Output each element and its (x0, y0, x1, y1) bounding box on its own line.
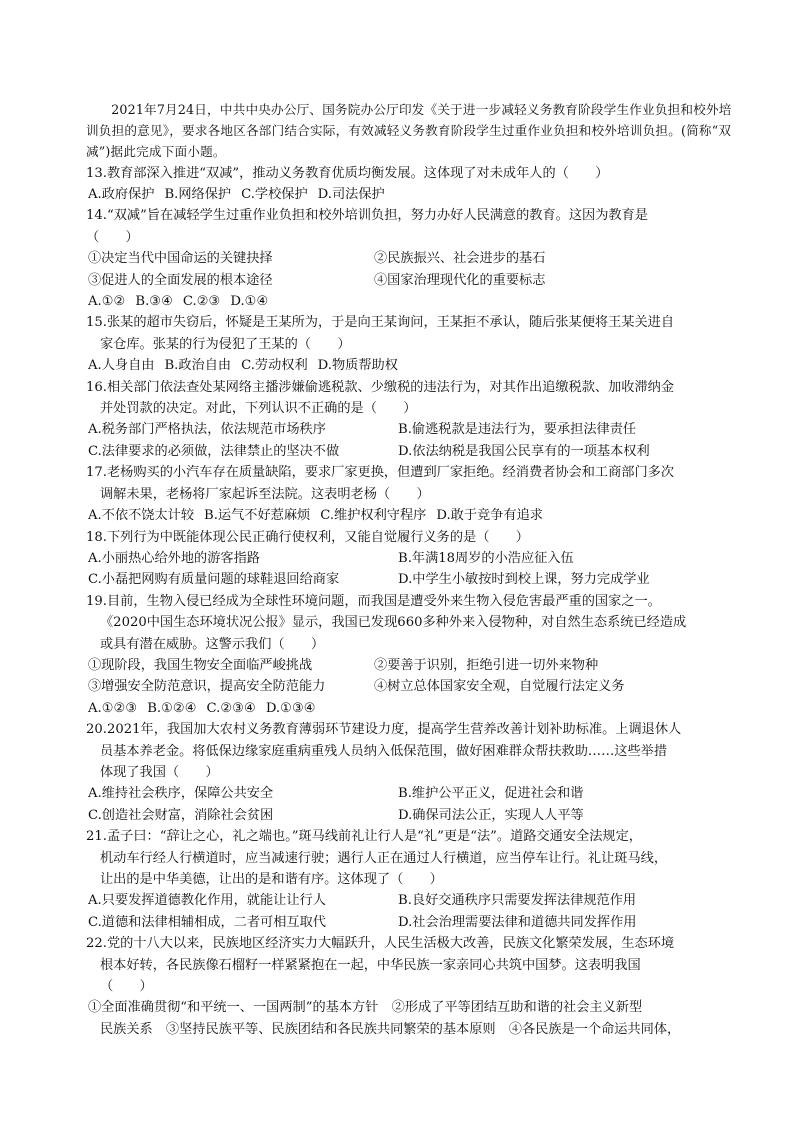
question-stem-continued: 机动车行经人行横道时，应当减速行驶；遇行人正在通过人行横道，应当停车让行。礼让斑马线， (100, 850, 668, 866)
option-c[interactable]: C.②③ (182, 294, 221, 310)
option-b[interactable]: B.年满18周岁的小浩应征入伍 (398, 550, 574, 566)
option-d[interactable]: D.中学生小敏按时到校上课，努力完成学业 (398, 572, 650, 588)
option-a[interactable]: A.不依不饶太计较 (88, 508, 195, 524)
question-22 (86, 933, 738, 1040)
statement-list-continued: 民族关系 ③坚持民族平等、民族团结和各民族共同繁荣的基本原则 ④各民族是一个命运共同体， (100, 1021, 681, 1037)
option-d[interactable]: D.司法保护 (317, 187, 385, 203)
statement-2: ②要善于识别，拒绝引进一切外来物种 (374, 657, 599, 673)
option-a[interactable]: A.政府保护 (88, 187, 155, 203)
question-16 (86, 377, 738, 463)
option-b[interactable]: B.①②④ (147, 700, 197, 716)
question-15 (86, 312, 738, 376)
question-stem-continued: （ ） (86, 229, 139, 245)
question-stem: 19.目前，生物入侵已经成为全球性环境问题，而我国是遭受外来生物入侵危害最严重的国家之一。 (86, 593, 661, 609)
option-list (86, 505, 738, 526)
option-list (86, 419, 738, 462)
option-b[interactable]: B.良好交通秩序只需要发挥法律规范作用 (398, 893, 637, 909)
option-c[interactable]: C.道德和法律相辅相成，二者可相互取代 (88, 914, 326, 930)
option-d[interactable]: D.敢于竞争有追求 (436, 508, 543, 524)
question-stem-continued: （ ） (100, 979, 153, 995)
statement-list (86, 655, 738, 698)
option-c[interactable]: C.②③④ (206, 700, 256, 716)
option-c[interactable]: C.维护权利守程序 (320, 508, 427, 524)
question-17 (86, 462, 738, 526)
option-b[interactable]: B.③④ (135, 294, 173, 310)
option-b[interactable]: B.政治自由 (164, 358, 232, 374)
question-stem-continued: 让出的是中华美德，让出的是和谐有序。这体现了（ ） (100, 872, 443, 888)
option-b[interactable]: B.偷逃税款是违法行为，要承担法律责任 (398, 422, 637, 438)
option-c[interactable]: C.学校保护 (241, 187, 308, 203)
question-21 (86, 826, 738, 933)
statement-1: ①决定当代中国命运的关键抉择 (88, 251, 273, 267)
option-d[interactable]: D.社会治理需要法律和道德共同发挥作用 (398, 914, 637, 930)
option-d[interactable]: D.物质帮助权 (317, 358, 398, 374)
question-stem: 15.张某的超市失窃后，怀疑是王某所为，于是向王某询问，王某拒不承认，随后张某便将王某关进自 (86, 315, 675, 331)
question-stem: 22.党的十八大以来，民族地区经济实力大幅跃升，人民生活极大改善，民族文化繁荣发展，生态环境 (86, 936, 675, 952)
question-14 (86, 205, 738, 312)
intro-passage: 2021年7月24日，中共中央办公厅、国务院办公厅印发《关于进一步减轻义务教育阶段学生作业负担和校外培训负担的意见》，要求各地区各部门结合实际，有效减轻义务教育阶段学生过重作业负担和校外培训负担。(简称“双减”)据此完成下面小题。 (86, 102, 732, 160)
option-d[interactable]: D.①④ (230, 294, 269, 310)
option-b[interactable]: B.维护公平正义，促进社会和谐 (398, 786, 584, 802)
option-list (86, 698, 738, 719)
option-list (86, 291, 738, 312)
statement-4: ④树立总体国家安全观，自觉履行法定义务 (374, 679, 625, 695)
question-stem-continued: 家仓库。张某的行为侵犯了王某的（ ） (100, 336, 351, 352)
option-list (86, 355, 738, 376)
option-b[interactable]: B.运气不好惹麻烦 (204, 508, 311, 524)
question-stem: 13.教育部深入推进“双减”，推动义务教育优质均衡发展。这体现了对未成年人的（ ） (86, 165, 609, 181)
statement-1: ①现阶段，我国生物安全面临严峻挑战 (88, 657, 313, 673)
option-a[interactable]: A.人身自由 (88, 358, 155, 374)
option-d[interactable]: D.①③④ (265, 700, 316, 716)
question-stem: 14.“双减”旨在减轻学生过重作业负担和校外培训负担，努力办好人民满意的教育。这因为教育是 (86, 208, 648, 224)
statement-3: ③促进人的全面发展的根本途径 (88, 272, 273, 288)
option-list (86, 184, 738, 205)
statement-3: ③增强安全防范意识，提高安全防范能力 (88, 679, 326, 695)
question-13 (86, 163, 738, 206)
exam-page (86, 99, 738, 1040)
question-stem-continued: 员基本养老金。将低保边缘家庭重病重残人员纳入低保范围，做好困难群众帮扶救助……这些举措 (100, 743, 668, 759)
option-list (86, 890, 738, 933)
option-list (86, 783, 738, 826)
question-stem-continued: 或具有潜在威胁。这警示我们（ ） (100, 636, 325, 652)
statement-list (86, 248, 738, 291)
option-a[interactable]: A.小丽热心给外地的游客指路 (88, 550, 260, 566)
question-stem: 17.老杨购买的小汽车存在质量缺陷，要求厂家更换，但遭到厂家拒绝。经消费者协会和工商部门多次 (86, 465, 675, 481)
statement-list: ①全面准确贯彻“和平统一、一国两制”的基本方针 ②形成了平等团结互助和谐的社会主义新型 (88, 1000, 643, 1016)
question-stem-continued: 调解未果，老杨将厂家起诉至法院。这表明老杨（ ） (100, 486, 430, 502)
option-d[interactable]: D.依法纳税是我国公民享有的一项基本权利 (398, 443, 650, 459)
option-b[interactable]: B.网络保护 (164, 187, 232, 203)
statement-4: ④国家治理现代化的重要标志 (374, 272, 546, 288)
question-18 (86, 527, 738, 591)
option-a[interactable]: A.①② (88, 294, 126, 310)
question-20 (86, 719, 738, 826)
option-d[interactable]: D.确保司法公正，实现人人平等 (398, 807, 584, 823)
option-c[interactable]: C.劳动权利 (241, 358, 308, 374)
question-stem: 20.2021年，我国加大农村义务教育薄弱环节建设力度，提高学生营养改善计划补助标准。上调退休人 (86, 722, 682, 738)
question-stem: 21.孟子曰：“辞让之心，礼之端也。”斑马线前礼让行人是“礼”更是“法”。道路交通安全法规定， (86, 829, 642, 845)
option-a[interactable]: A.只要发挥道德教化作用，就能让让行人 (88, 893, 326, 909)
question-stem-continued: 《2020中国生态环境状况公报》显示，我国已发现660多种外来入侵物种，对自然生态系统已经造成 (100, 615, 687, 631)
question-19 (86, 591, 738, 719)
option-a[interactable]: A.①②③ (88, 700, 138, 716)
question-stem-continued: 并处罚款的决定。对此，下列认识不正确的是（ ） (100, 401, 417, 417)
question-stem: 18.下列行为中既能体现公民正确行使权利，又能自觉履行义务的是（ ） (86, 529, 529, 545)
option-c[interactable]: C.小磊把网购有质量问题的球鞋退回给商家 (88, 572, 340, 588)
question-stem: 16.相关部门依法查处某网络主播涉嫌偷逃税款、少缴税的违法行为，对其作出追缴税款、加收滞纳金 (86, 379, 675, 395)
option-a[interactable]: A.税务部门严格执法，依法规范市场秩序 (88, 422, 326, 438)
option-a[interactable]: A.维持社会秩序，保障公共安全 (88, 786, 274, 802)
option-c[interactable]: C.法律要求的必须做，法律禁止的坚决不做 (88, 443, 340, 459)
statement-2: ②民族振兴、社会进步的基石 (374, 251, 546, 267)
question-stem-continued: 体现了我国（ ） (100, 764, 219, 780)
question-stem-continued: 根本好转，各民族像石榴籽一样紧紧抱在一起，中华民族一家亲同心共筑中国梦。这表明我国 (100, 957, 641, 973)
option-c[interactable]: C.创造社会财富，消除社会贫困 (88, 807, 274, 823)
option-list (86, 548, 738, 591)
